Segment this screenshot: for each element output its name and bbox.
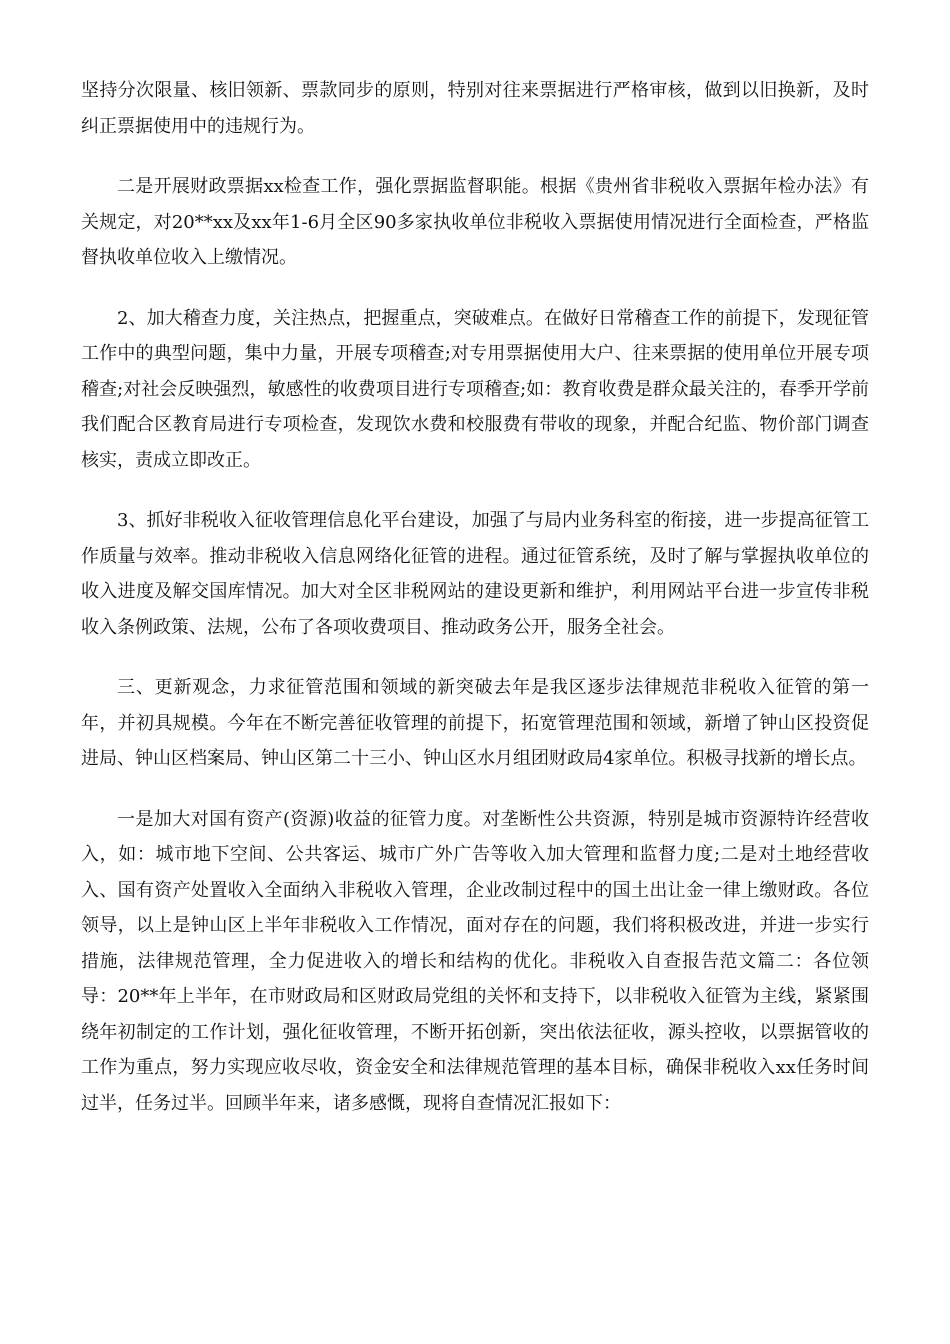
paragraph-audit-intensity: 2、加大稽查力度，关注热点，把握重点，突破难点。在做好日常稽查工作的前提下，发现征管工作中的典型问题，集中力量，开展专项稽查;对专用票据使用大户、往来票据的使用单位开展专项稽查;对社会反映强烈，敏感性的收费项目进行专项稽查;如：教育收费是群众最关注的，春季开学前我们配合区教育局进行专项检查，发现饮水费和校服费有带收的现象，并配合纪监、物价部门调查核实，责成立即改正。 (81, 307, 869, 471)
paragraph-continuation: 坚持分次限量、核旧领新、票款同步的原则，特别对往来票据进行严格审核，做到以旧换新，及时纠正票据使用中的违规行为。 (81, 80, 869, 137)
paragraph-information-platform: 3、抓好非税收入征收管理信息化平台建设，加强了与局内业务科室的衔接，进一步提高征管工作质量与效率。推动非税收入信息网络化征管的进程。通过征管系统，及时了解与掌握执收单位的收入进度及解交国库情况。加大对全区非税网站的建设更新和维护，利用网站平台进一步宣传非税收入条例政策、法规，公布了各项收费项目、推动政务公开，服务全社会。 (81, 510, 869, 638)
paragraph-state-assets: 一是加大对国有资产(资源)收益的征管力度。对垄断性公共资源，特别是城市资源特许经营收入，如：城市地下空间、公共客运、城市广外广告等收入加大管理和监督力度;二是对土地经营收入、国有资产处置收入全面纳入非税收入管理，企业改制过程中的国土出让金一律上缴财政。各位领导，以上是钟山区上半年非税收入工作情况，面对存在的问题，我们将积极改进，并进一步实行措施，法律规范管理，全力促进收入的增长和结构的优化。非税收入自查报告范文篇二：各位领导：20**年上半年，在市财政局和区财政局党组的关怀和支持下，以非税收入征管为主线，紧紧围绕年初制定的工作计划，强化征收管理，不断开拓创新，突出依法征收，源头控收，以票据管收的工作为重点，努力实现应收尽收，资金安全和法律规范管理的基本目标，确保非税收入xx任务时间过半，任务过半。回顾半年来，诸多感慨，现将自查情况汇报如下： (81, 808, 869, 1114)
paragraph-new-concepts: 三、更新观念，力求征管范围和领域的新突破去年是我区逐步法律规范非税收入征管的第一年，并初具规模。今年在不断完善征收管理的前提下，拓宽管理范围和领域，新增了钟山区投资促进局、钟山区档案局、钟山区第二十三小、钟山区水月组团财政局4家单位。积极寻找新的增长点。 (81, 677, 869, 769)
paragraph-receipt-inspection: 二是开展财政票据xx检查工作，强化票据监督职能。根据《贵州省非税收入票据年检办法》有关规定，对20**xx及xx年1-6月全区90多家执收单位非税收入票据使用情况进行全面检查，严格监督执收单位收入上缴情况。 (81, 176, 869, 268)
document-body (81, 73, 869, 1146)
